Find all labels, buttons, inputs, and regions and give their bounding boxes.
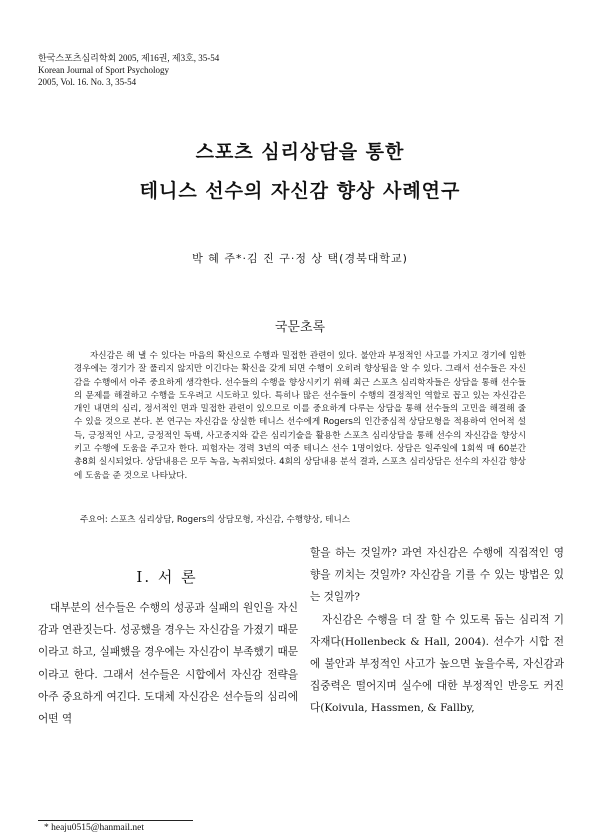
paper-title-line-1: 스포츠 심리상담을 통한 (195, 141, 405, 163)
author-list: 박 혜 주*·김 진 구·정 상 택(경북대학교) (192, 252, 408, 265)
journal-header (38, 52, 219, 88)
abstract-body: 자신감은 해 낼 수 있다는 마음의 확신으로 수행과 밀접한 관련이 있다. 불안과 부정적인 사고를 가지고 경기에 임한 경우에는 경기가 잘 풀리지 않지만 이긴다는 확신을 갖게 되면 수행이 오히려 향상됨을 알 수 있다. 그래서 선수들은 자신감을 수행에서 아주 중요하게 생각한다. 선수들의 수행을 향상시키기 위해 최근 스포츠 심리학자들은 상담을 통해 선수들의 문제를 해결하고 수행을 도우려고 시도하고 있다. 특히나 많은 선수들이 수행의 결정적인 역할로 꼽고 있는 자신감은 개인 내면의 심리, 정서적인 면과 밀접한 관련이 있으므로 이를 중요하게 다루는 상담을 통해 선수들의 고민을 해결해 줄 수 있을 것으로 본다. 본 연구는 자신감을 상실한 테니스 선수에게 Rogers의 인간중심적 상담모형을 적용하여 언어적 설득, 긍정적인 사고, 긍정적인 독백, 사고중지와 같은 심리기술을 활용한 스포츠 심리상담을 통해 선수의 자신감을 향상시키고 수행에 도움을 주고자 한다. 피험자는 경력 3년의 여중 테니스 선수 1명이었다. 상담은 일주일에 1회씩 매 60분간 총8회 실시되었다. 상담내용은 모두 녹음, 녹취되었다. 4회의 상담내용 분석 결과, 스포츠 심리상담은 선수의 자신감 향상에 도움을 준 것으로 나타났다. (74, 351, 526, 481)
section-heading-introduction: I. 서 론 (136, 568, 198, 586)
body-column-right (310, 542, 564, 720)
keywords: 주요어: 스포츠 심리상담, Rogers의 상담모형, 자신감, 수행향상, 테니스 (80, 515, 351, 525)
body-column-left (38, 597, 298, 730)
journal-line-korean: 한국스포츠심리학회 2005, 제16권, 제3호, 35-54 (38, 53, 220, 63)
paper-title-line-2: 테니스 선수의 자신감 향상 사례연구 (139, 180, 461, 202)
footnote-email: * heaju0515@hanmail.net (44, 823, 145, 833)
journal-line-english: Korean Journal of Sport Psychology (38, 65, 169, 75)
body-paragraph: 할을 하는 것일까? 과연 자신감은 수행에 직접적인 영향을 끼치는 것일까? 자신감을 기를 수 있는 방법은 있는 것일까? (310, 547, 564, 604)
journal-line-volume: 2005, Vol. 16. No. 3, 35-54 (38, 77, 137, 87)
body-paragraph: 대부분의 선수들은 수행의 성공과 실패의 원인을 자신감과 연관짓는다. 성공했을 경우는 자신감을 가졌기 때문이라고 하고, 실패했을 경우에는 자신감이 부족했기 때문이라고 한다. 그래서 선수들은 시합에서 자신감 전략을 아주 중요하게 여긴다. 도대체 자신감은 선수들의 심리에 어떤 역 (38, 602, 298, 726)
footnote-divider (38, 820, 193, 821)
body-paragraph: 자신감은 수행을 더 잘 할 수 있도록 돕는 심리적 기자재다(Hollenbeck & Hall, 2004). 선수가 시합 전에 불안과 부정적인 사고가 높으면 높을수록, 자신감과 집중력은 떨어지며 실수에 대한 부정적인 반응도 커진다(Koivula, Hassmen, & Fallby, (310, 613, 564, 715)
abstract-heading: 국문초록 (274, 320, 326, 335)
